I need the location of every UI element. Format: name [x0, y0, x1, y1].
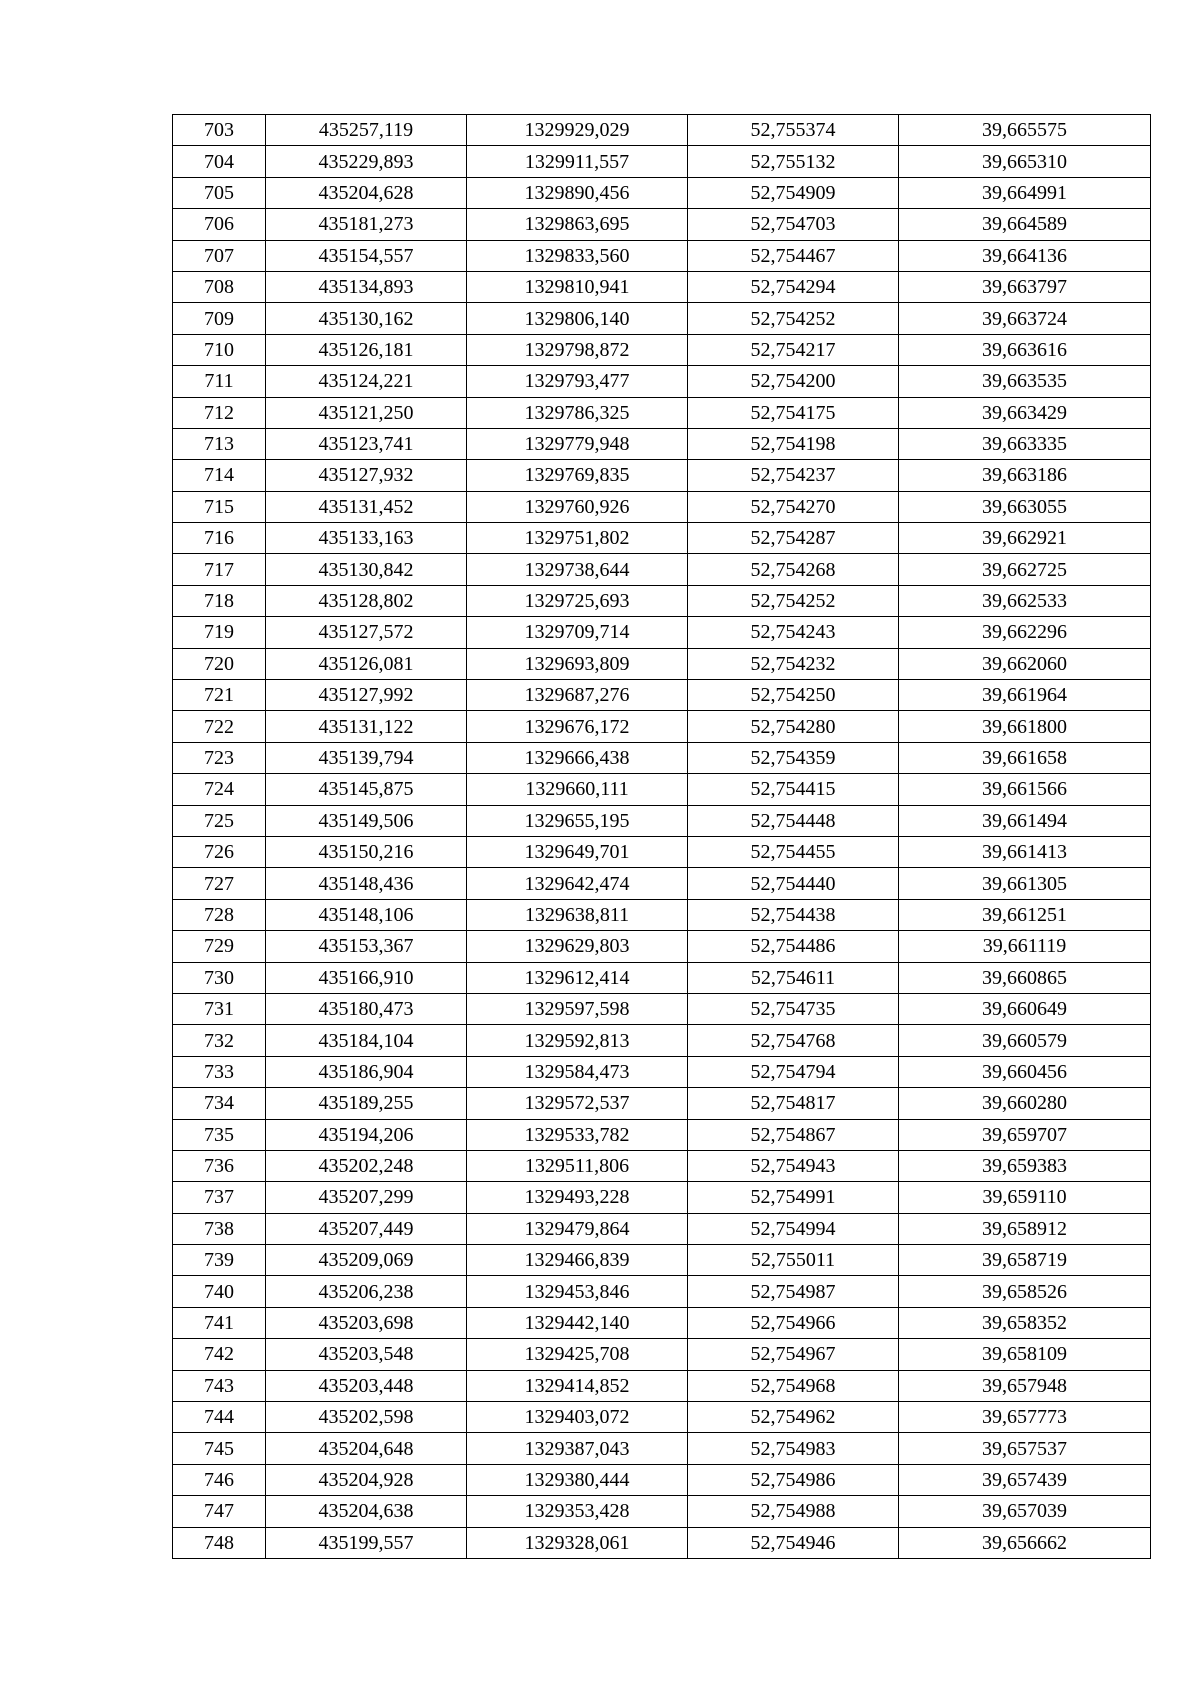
y-coordinate-cell: 1329760,926 — [467, 491, 688, 522]
latitude-cell: 52,754280 — [688, 711, 899, 742]
x-coordinate-cell: 435202,248 — [266, 1150, 467, 1181]
point-number-cell: 713 — [173, 428, 266, 459]
table-row — [173, 774, 1151, 805]
latitude-cell: 52,754794 — [688, 1056, 899, 1087]
y-coordinate-cell: 1329911,557 — [467, 146, 688, 177]
x-coordinate-cell: 435133,163 — [266, 523, 467, 554]
latitude-cell: 52,754250 — [688, 680, 899, 711]
y-coordinate-cell: 1329863,695 — [467, 209, 688, 240]
longitude-cell: 39,657537 — [899, 1433, 1151, 1464]
point-number-cell: 712 — [173, 397, 266, 428]
point-number-cell: 730 — [173, 962, 266, 993]
point-number-cell: 710 — [173, 334, 266, 365]
x-coordinate-cell: 435121,250 — [266, 397, 467, 428]
x-coordinate-cell: 435204,928 — [266, 1464, 467, 1495]
table-row — [173, 836, 1151, 867]
point-number-cell: 729 — [173, 931, 266, 962]
point-number-cell: 714 — [173, 460, 266, 491]
table-row — [173, 711, 1151, 742]
y-coordinate-cell: 1329493,228 — [467, 1182, 688, 1213]
latitude-cell: 52,754967 — [688, 1339, 899, 1370]
y-coordinate-cell: 1329779,948 — [467, 428, 688, 459]
longitude-cell: 39,661658 — [899, 742, 1151, 773]
latitude-cell: 52,754252 — [688, 585, 899, 616]
point-number-cell: 726 — [173, 836, 266, 867]
y-coordinate-cell: 1329380,444 — [467, 1464, 688, 1495]
latitude-cell: 52,754817 — [688, 1088, 899, 1119]
x-coordinate-cell: 435127,992 — [266, 680, 467, 711]
x-coordinate-cell: 435154,557 — [266, 240, 467, 271]
x-coordinate-cell: 435150,216 — [266, 836, 467, 867]
point-number-cell: 734 — [173, 1088, 266, 1119]
table-row — [173, 491, 1151, 522]
latitude-cell: 52,754983 — [688, 1433, 899, 1464]
latitude-cell: 52,754966 — [688, 1307, 899, 1338]
y-coordinate-cell: 1329592,813 — [467, 1025, 688, 1056]
point-number-cell: 740 — [173, 1276, 266, 1307]
table-row — [173, 303, 1151, 334]
latitude-cell: 52,754943 — [688, 1150, 899, 1181]
table-row — [173, 868, 1151, 899]
latitude-cell: 52,754909 — [688, 177, 899, 208]
latitude-cell: 52,754987 — [688, 1276, 899, 1307]
longitude-cell: 39,663055 — [899, 491, 1151, 522]
x-coordinate-cell: 435203,448 — [266, 1370, 467, 1401]
table-row — [173, 1307, 1151, 1338]
point-number-cell: 744 — [173, 1402, 266, 1433]
y-coordinate-cell: 1329353,428 — [467, 1496, 688, 1527]
longitude-cell: 39,661566 — [899, 774, 1151, 805]
x-coordinate-cell: 435186,904 — [266, 1056, 467, 1087]
table-row — [173, 1182, 1151, 1213]
latitude-cell: 52,754287 — [688, 523, 899, 554]
longitude-cell: 39,657948 — [899, 1370, 1151, 1401]
x-coordinate-cell: 435189,255 — [266, 1088, 467, 1119]
latitude-cell: 52,754962 — [688, 1402, 899, 1433]
y-coordinate-cell: 1329810,941 — [467, 271, 688, 302]
table-row — [173, 1119, 1151, 1150]
latitude-cell: 52,754988 — [688, 1496, 899, 1527]
longitude-cell: 39,663186 — [899, 460, 1151, 491]
point-number-cell: 707 — [173, 240, 266, 271]
y-coordinate-cell: 1329629,803 — [467, 931, 688, 962]
x-coordinate-cell: 435257,119 — [266, 115, 467, 146]
x-coordinate-cell: 435202,598 — [266, 1402, 467, 1433]
latitude-cell: 52,754270 — [688, 491, 899, 522]
table-row — [173, 240, 1151, 271]
longitude-cell: 39,664589 — [899, 209, 1151, 240]
latitude-cell: 52,755374 — [688, 115, 899, 146]
point-number-cell: 720 — [173, 648, 266, 679]
point-number-cell: 743 — [173, 1370, 266, 1401]
x-coordinate-cell: 435181,273 — [266, 209, 467, 240]
y-coordinate-cell: 1329328,061 — [467, 1527, 688, 1558]
x-coordinate-cell: 435184,104 — [266, 1025, 467, 1056]
y-coordinate-cell: 1329693,809 — [467, 648, 688, 679]
y-coordinate-cell: 1329655,195 — [467, 805, 688, 836]
latitude-cell: 52,755132 — [688, 146, 899, 177]
table-row — [173, 617, 1151, 648]
longitude-cell: 39,658912 — [899, 1213, 1151, 1244]
x-coordinate-cell: 435153,367 — [266, 931, 467, 962]
y-coordinate-cell: 1329479,864 — [467, 1213, 688, 1244]
latitude-cell: 52,754611 — [688, 962, 899, 993]
x-coordinate-cell: 435134,893 — [266, 271, 467, 302]
y-coordinate-cell: 1329642,474 — [467, 868, 688, 899]
y-coordinate-cell: 1329425,708 — [467, 1339, 688, 1370]
point-number-cell: 739 — [173, 1245, 266, 1276]
x-coordinate-cell: 435199,557 — [266, 1527, 467, 1558]
x-coordinate-cell: 435229,893 — [266, 146, 467, 177]
latitude-cell: 52,754768 — [688, 1025, 899, 1056]
longitude-cell: 39,665310 — [899, 146, 1151, 177]
longitude-cell: 39,663335 — [899, 428, 1151, 459]
x-coordinate-cell: 435203,548 — [266, 1339, 467, 1370]
longitude-cell: 39,661800 — [899, 711, 1151, 742]
point-number-cell: 738 — [173, 1213, 266, 1244]
table-row — [173, 554, 1151, 585]
y-coordinate-cell: 1329786,325 — [467, 397, 688, 428]
table-row — [173, 177, 1151, 208]
latitude-cell: 52,754175 — [688, 397, 899, 428]
table-row — [173, 460, 1151, 491]
latitude-cell: 52,754448 — [688, 805, 899, 836]
point-number-cell: 703 — [173, 115, 266, 146]
longitude-cell: 39,656662 — [899, 1527, 1151, 1558]
longitude-cell: 39,660865 — [899, 962, 1151, 993]
x-coordinate-cell: 435139,794 — [266, 742, 467, 773]
x-coordinate-cell: 435130,842 — [266, 554, 467, 585]
longitude-cell: 39,661494 — [899, 805, 1151, 836]
x-coordinate-cell: 435127,932 — [266, 460, 467, 491]
point-number-cell: 731 — [173, 993, 266, 1024]
table-row — [173, 1150, 1151, 1181]
y-coordinate-cell: 1329649,701 — [467, 836, 688, 867]
y-coordinate-cell: 1329466,839 — [467, 1245, 688, 1276]
point-number-cell: 706 — [173, 209, 266, 240]
longitude-cell: 39,661964 — [899, 680, 1151, 711]
table-row — [173, 366, 1151, 397]
y-coordinate-cell: 1329793,477 — [467, 366, 688, 397]
y-coordinate-cell: 1329929,029 — [467, 115, 688, 146]
y-coordinate-cell: 1329676,172 — [467, 711, 688, 742]
longitude-cell: 39,660456 — [899, 1056, 1151, 1087]
longitude-cell: 39,659110 — [899, 1182, 1151, 1213]
latitude-cell: 52,754440 — [688, 868, 899, 899]
latitude-cell: 52,754867 — [688, 1119, 899, 1150]
latitude-cell: 52,754217 — [688, 334, 899, 365]
latitude-cell: 52,754455 — [688, 836, 899, 867]
y-coordinate-cell: 1329833,560 — [467, 240, 688, 271]
y-coordinate-cell: 1329414,852 — [467, 1370, 688, 1401]
latitude-cell: 52,754200 — [688, 366, 899, 397]
longitude-cell: 39,661119 — [899, 931, 1151, 962]
table-row — [173, 1464, 1151, 1495]
longitude-cell: 39,662296 — [899, 617, 1151, 648]
y-coordinate-cell: 1329442,140 — [467, 1307, 688, 1338]
point-number-cell: 705 — [173, 177, 266, 208]
y-coordinate-cell: 1329533,782 — [467, 1119, 688, 1150]
x-coordinate-cell: 435204,648 — [266, 1433, 467, 1464]
y-coordinate-cell: 1329806,140 — [467, 303, 688, 334]
table-row — [173, 1402, 1151, 1433]
latitude-cell: 52,754359 — [688, 742, 899, 773]
latitude-cell: 52,754198 — [688, 428, 899, 459]
longitude-cell: 39,658526 — [899, 1276, 1151, 1307]
latitude-cell: 52,754294 — [688, 271, 899, 302]
x-coordinate-cell: 435123,741 — [266, 428, 467, 459]
point-number-cell: 747 — [173, 1496, 266, 1527]
point-number-cell: 709 — [173, 303, 266, 334]
longitude-cell: 39,663724 — [899, 303, 1151, 334]
point-number-cell: 733 — [173, 1056, 266, 1087]
latitude-cell: 52,754986 — [688, 1464, 899, 1495]
table-row — [173, 1527, 1151, 1558]
y-coordinate-cell: 1329511,806 — [467, 1150, 688, 1181]
y-coordinate-cell: 1329725,693 — [467, 585, 688, 616]
point-number-cell: 745 — [173, 1433, 266, 1464]
x-coordinate-cell: 435130,162 — [266, 303, 467, 334]
y-coordinate-cell: 1329597,598 — [467, 993, 688, 1024]
y-coordinate-cell: 1329769,835 — [467, 460, 688, 491]
table-row — [173, 428, 1151, 459]
longitude-cell: 39,664991 — [899, 177, 1151, 208]
table-row — [173, 209, 1151, 240]
longitude-cell: 39,662921 — [899, 523, 1151, 554]
table-row — [173, 1370, 1151, 1401]
table-row — [173, 1088, 1151, 1119]
point-number-cell: 716 — [173, 523, 266, 554]
point-number-cell: 742 — [173, 1339, 266, 1370]
y-coordinate-cell: 1329709,714 — [467, 617, 688, 648]
point-number-cell: 746 — [173, 1464, 266, 1495]
point-number-cell: 717 — [173, 554, 266, 585]
longitude-cell: 39,658109 — [899, 1339, 1151, 1370]
latitude-cell: 52,754968 — [688, 1370, 899, 1401]
y-coordinate-cell: 1329687,276 — [467, 680, 688, 711]
x-coordinate-cell: 435194,206 — [266, 1119, 467, 1150]
y-coordinate-cell: 1329890,456 — [467, 177, 688, 208]
point-number-cell: 723 — [173, 742, 266, 773]
point-number-cell: 736 — [173, 1150, 266, 1181]
x-coordinate-cell: 435148,106 — [266, 899, 467, 930]
point-number-cell: 719 — [173, 617, 266, 648]
x-coordinate-cell: 435180,473 — [266, 993, 467, 1024]
y-coordinate-cell: 1329453,846 — [467, 1276, 688, 1307]
y-coordinate-cell: 1329738,644 — [467, 554, 688, 585]
latitude-cell: 52,754467 — [688, 240, 899, 271]
table-row — [173, 680, 1151, 711]
table-row — [173, 931, 1151, 962]
y-coordinate-cell: 1329387,043 — [467, 1433, 688, 1464]
x-coordinate-cell: 435145,875 — [266, 774, 467, 805]
table-row — [173, 1245, 1151, 1276]
y-coordinate-cell: 1329584,473 — [467, 1056, 688, 1087]
table-row — [173, 1025, 1151, 1056]
point-number-cell: 718 — [173, 585, 266, 616]
table-row — [173, 1339, 1151, 1370]
point-number-cell: 704 — [173, 146, 266, 177]
longitude-cell: 39,663797 — [899, 271, 1151, 302]
longitude-cell: 39,660579 — [899, 1025, 1151, 1056]
table-row — [173, 1496, 1151, 1527]
table-row — [173, 1433, 1151, 1464]
x-coordinate-cell: 435124,221 — [266, 366, 467, 397]
x-coordinate-cell: 435204,628 — [266, 177, 467, 208]
table-row — [173, 585, 1151, 616]
longitude-cell: 39,662533 — [899, 585, 1151, 616]
x-coordinate-cell: 435149,506 — [266, 805, 467, 836]
x-coordinate-cell: 435207,449 — [266, 1213, 467, 1244]
latitude-cell: 52,754703 — [688, 209, 899, 240]
table-row — [173, 523, 1151, 554]
y-coordinate-cell: 1329751,802 — [467, 523, 688, 554]
point-number-cell: 708 — [173, 271, 266, 302]
point-number-cell: 715 — [173, 491, 266, 522]
longitude-cell: 39,658719 — [899, 1245, 1151, 1276]
x-coordinate-cell: 435131,452 — [266, 491, 467, 522]
y-coordinate-cell: 1329666,438 — [467, 742, 688, 773]
latitude-cell: 52,754252 — [688, 303, 899, 334]
longitude-cell: 39,660649 — [899, 993, 1151, 1024]
table-row — [173, 397, 1151, 428]
longitude-cell: 39,663429 — [899, 397, 1151, 428]
point-number-cell: 741 — [173, 1307, 266, 1338]
latitude-cell: 52,754994 — [688, 1213, 899, 1244]
table-row — [173, 115, 1151, 146]
y-coordinate-cell: 1329403,072 — [467, 1402, 688, 1433]
y-coordinate-cell: 1329612,414 — [467, 962, 688, 993]
latitude-cell: 52,754415 — [688, 774, 899, 805]
x-coordinate-cell: 435131,122 — [266, 711, 467, 742]
longitude-cell: 39,661251 — [899, 899, 1151, 930]
point-number-cell: 728 — [173, 899, 266, 930]
coordinates-table — [172, 114, 1151, 1559]
longitude-cell: 39,663535 — [899, 366, 1151, 397]
y-coordinate-cell: 1329660,111 — [467, 774, 688, 805]
table-row — [173, 271, 1151, 302]
latitude-cell: 52,754268 — [688, 554, 899, 585]
x-coordinate-cell: 435126,181 — [266, 334, 467, 365]
point-number-cell: 732 — [173, 1025, 266, 1056]
table-row — [173, 334, 1151, 365]
point-number-cell: 748 — [173, 1527, 266, 1558]
point-number-cell: 725 — [173, 805, 266, 836]
x-coordinate-cell: 435128,802 — [266, 585, 467, 616]
longitude-cell: 39,664136 — [899, 240, 1151, 271]
longitude-cell: 39,659707 — [899, 1119, 1151, 1150]
y-coordinate-cell: 1329638,811 — [467, 899, 688, 930]
y-coordinate-cell: 1329798,872 — [467, 334, 688, 365]
table-row — [173, 742, 1151, 773]
x-coordinate-cell: 435126,081 — [266, 648, 467, 679]
coordinates-table-body — [173, 115, 1151, 1559]
x-coordinate-cell: 435207,299 — [266, 1182, 467, 1213]
longitude-cell: 39,657439 — [899, 1464, 1151, 1495]
x-coordinate-cell: 435203,698 — [266, 1307, 467, 1338]
point-number-cell: 721 — [173, 680, 266, 711]
point-number-cell: 735 — [173, 1119, 266, 1150]
latitude-cell: 52,754946 — [688, 1527, 899, 1558]
point-number-cell: 737 — [173, 1182, 266, 1213]
x-coordinate-cell: 435127,572 — [266, 617, 467, 648]
table-row — [173, 899, 1151, 930]
latitude-cell: 52,754486 — [688, 931, 899, 962]
longitude-cell: 39,663616 — [899, 334, 1151, 365]
longitude-cell: 39,658352 — [899, 1307, 1151, 1338]
latitude-cell: 52,754438 — [688, 899, 899, 930]
table-row — [173, 1213, 1151, 1244]
longitude-cell: 39,665575 — [899, 115, 1151, 146]
longitude-cell: 39,657773 — [899, 1402, 1151, 1433]
x-coordinate-cell: 435166,910 — [266, 962, 467, 993]
longitude-cell: 39,661305 — [899, 868, 1151, 899]
table-row — [173, 648, 1151, 679]
latitude-cell: 52,754243 — [688, 617, 899, 648]
table-row — [173, 146, 1151, 177]
y-coordinate-cell: 1329572,537 — [467, 1088, 688, 1119]
table-row — [173, 1276, 1151, 1307]
longitude-cell: 39,661413 — [899, 836, 1151, 867]
longitude-cell: 39,662725 — [899, 554, 1151, 585]
point-number-cell: 724 — [173, 774, 266, 805]
point-number-cell: 722 — [173, 711, 266, 742]
latitude-cell: 52,754991 — [688, 1182, 899, 1213]
table-row — [173, 805, 1151, 836]
table-row — [173, 1056, 1151, 1087]
latitude-cell: 52,754232 — [688, 648, 899, 679]
table-row — [173, 993, 1151, 1024]
latitude-cell: 52,755011 — [688, 1245, 899, 1276]
longitude-cell: 39,657039 — [899, 1496, 1151, 1527]
x-coordinate-cell: 435148,436 — [266, 868, 467, 899]
point-number-cell: 711 — [173, 366, 266, 397]
x-coordinate-cell: 435206,238 — [266, 1276, 467, 1307]
table-row — [173, 962, 1151, 993]
latitude-cell: 52,754237 — [688, 460, 899, 491]
x-coordinate-cell: 435204,638 — [266, 1496, 467, 1527]
longitude-cell: 39,659383 — [899, 1150, 1151, 1181]
x-coordinate-cell: 435209,069 — [266, 1245, 467, 1276]
longitude-cell: 39,662060 — [899, 648, 1151, 679]
point-number-cell: 727 — [173, 868, 266, 899]
longitude-cell: 39,660280 — [899, 1088, 1151, 1119]
latitude-cell: 52,754735 — [688, 993, 899, 1024]
